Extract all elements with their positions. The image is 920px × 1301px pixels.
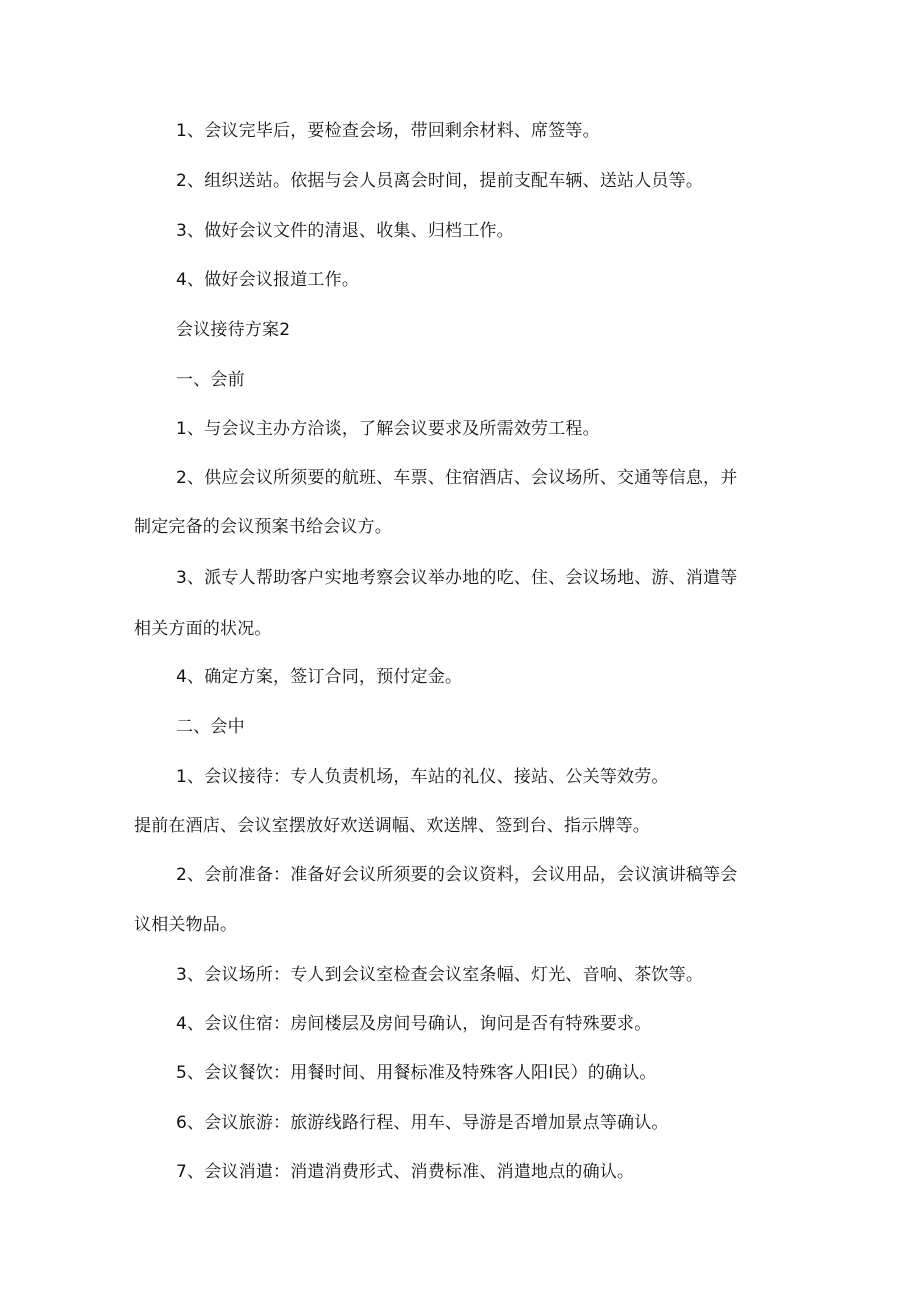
section-heading-during-meeting: 二、会中 <box>176 717 245 737</box>
paragraph-during-meeting-1-cont: 提前在酒店、会议室摆放好欢送调幅、欢送牌、签到台、指示牌等。 <box>134 816 650 836</box>
paragraph-after-meeting-1: 1、会议完毕后，要检查会场，带回剩余材料、席签等。 <box>176 121 600 141</box>
paragraph-during-meeting-3: 3、会议场所：专人到会议室检查会议室条幅、灯光、音响、茶饮等。 <box>176 965 704 985</box>
paragraph-during-meeting-1: 1、会议接待：专人负责机场，车站的礼仪、接站、公关等效劳。 <box>176 767 669 787</box>
paragraph-before-meeting-2: 2、供应会议所须要的航班、车票、住宿酒店、会议场所、交通等信息，并 <box>176 468 738 488</box>
section-heading-before-meeting: 一、会前 <box>176 370 245 390</box>
paragraph-after-meeting-2: 2、组织送站。依据与会人员离会时间，提前支配车辆、送站人员等。 <box>176 171 704 191</box>
section-title-plan-2: 会议接待方案2 <box>176 320 291 340</box>
paragraph-before-meeting-1: 1、与会议主办方洽谈，了解会议要求及所需效劳工程。 <box>176 419 600 439</box>
paragraph-during-meeting-2: 2、会前准备：准备好会议所须要的会议资料，会议用品，会议演讲稿等会 <box>176 865 738 885</box>
paragraph-before-meeting-2-cont: 制定完备的会议预案书给会议方。 <box>134 517 392 537</box>
paragraph-during-meeting-4: 4、会议住宿：房间楼层及房间号确认，询问是否有特殊要求。 <box>176 1014 652 1034</box>
paragraph-before-meeting-3: 3、派专人帮助客户实地考察会议举办地的吃、住、会议场地、游、消遣等 <box>176 568 738 588</box>
paragraph-during-meeting-6: 6、会议旅游：旅游线路行程、用车、导游是否增加景点等确认。 <box>176 1113 669 1133</box>
paragraph-before-meeting-4: 4、确定方案，签订合同，预付定金。 <box>176 667 463 687</box>
paragraph-during-meeting-5: 5、会议餐饮：用餐时间、用餐标准及特殊客人阳I民）的确认。 <box>176 1063 657 1083</box>
paragraph-after-meeting-4: 4、做好会议报道工作。 <box>176 270 360 290</box>
paragraph-during-meeting-2-cont: 议相关物品。 <box>134 915 238 935</box>
paragraph-during-meeting-7: 7、会议消遣：消遣消费形式、消费标准、消遣地点的确认。 <box>176 1162 635 1182</box>
paragraph-after-meeting-3: 3、做好会议文件的清退、收集、归档工作。 <box>176 221 514 241</box>
paragraph-before-meeting-3-cont: 相关方面的状况。 <box>134 619 272 639</box>
